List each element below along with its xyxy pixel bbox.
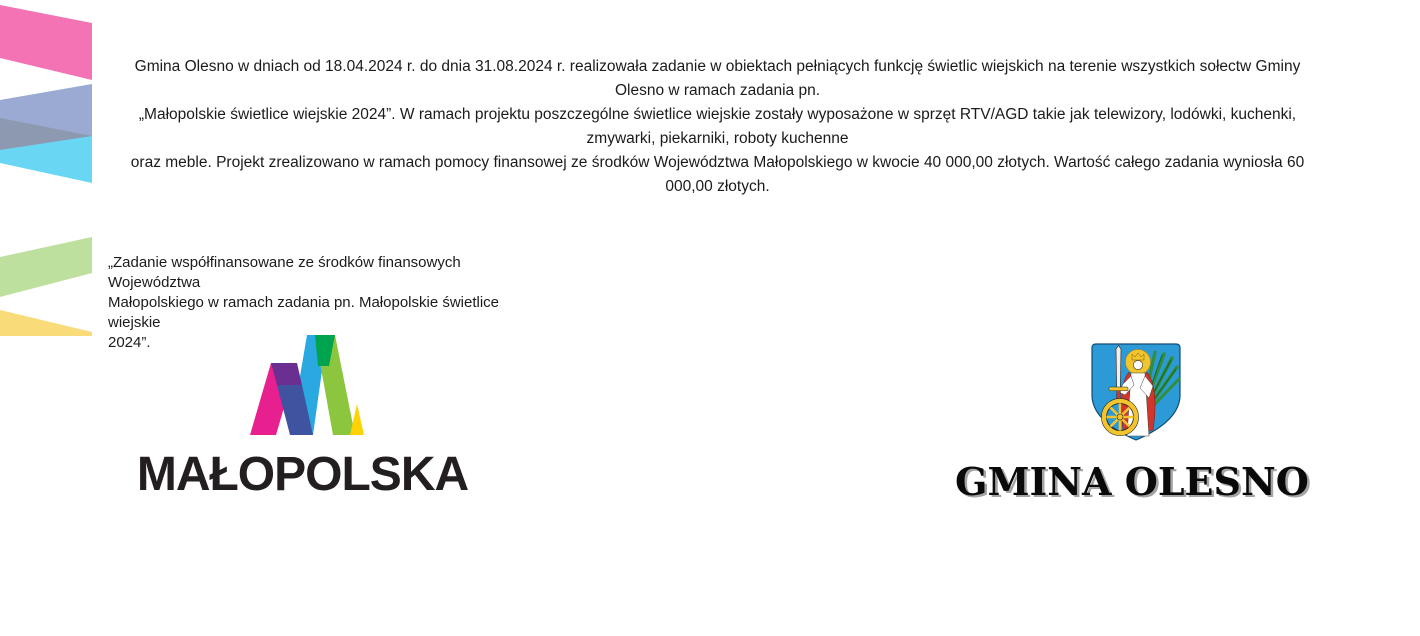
ribbon-pink-icon (0, 5, 92, 80)
malopolska-m-icon (248, 333, 364, 436)
project-description-line-2: „Małopolskie świetlice wiejskie 2024”. W ramach projektu poszczególne świetlice wiejskie zostały wyposażone w sprzęt RTV/AGD takie jak telewizory, lodówki, kuchenki, zmywarki, piekarniki, roboty kuchenne (138, 106, 1297, 147)
project-description (110, 55, 1325, 199)
ribbon-green-icon (0, 237, 92, 297)
ribbon-yellow-icon (0, 310, 92, 336)
cofinancing-note-line-1: „Zadanie współfinansowane ze środków finansowych Województwa (108, 254, 461, 291)
malopolska-wordmark: MAŁOPOLSKA (136, 448, 469, 501)
gmina-olesno-wordmark: GMINA OLESNO (955, 459, 1309, 504)
coa-wheel (1102, 399, 1139, 436)
cofinancing-note-line-2: Małopolskiego w ramach zadania pn. Małopolskie świetlice wiejskie (108, 294, 500, 331)
olesno-coat-of-arms-icon (1087, 340, 1185, 446)
cofinancing-note-line-3: 2024”. (108, 334, 151, 351)
project-description-line-3: oraz meble. Projekt zrealizowano w ramach pomocy finansowej ze środków Województwa Małopolskiego w kwocie 40 000,00 złotych. Wartość całego zadania wyniosła 60 000,00 złotych. (130, 154, 1305, 195)
m-stroke-yellow (350, 404, 364, 435)
project-description-line-1: Gmina Olesno w dniach od 18.04.2024 r. do dnia 31.08.2024 r. realizowała zadanie w obiektach pełniących funkcję świetlic wiejskich na terenie wszystkich sołectw Gminy Olesno w ramach zadania pn. (134, 58, 1301, 99)
ribbon-decoration (0, 0, 92, 340)
